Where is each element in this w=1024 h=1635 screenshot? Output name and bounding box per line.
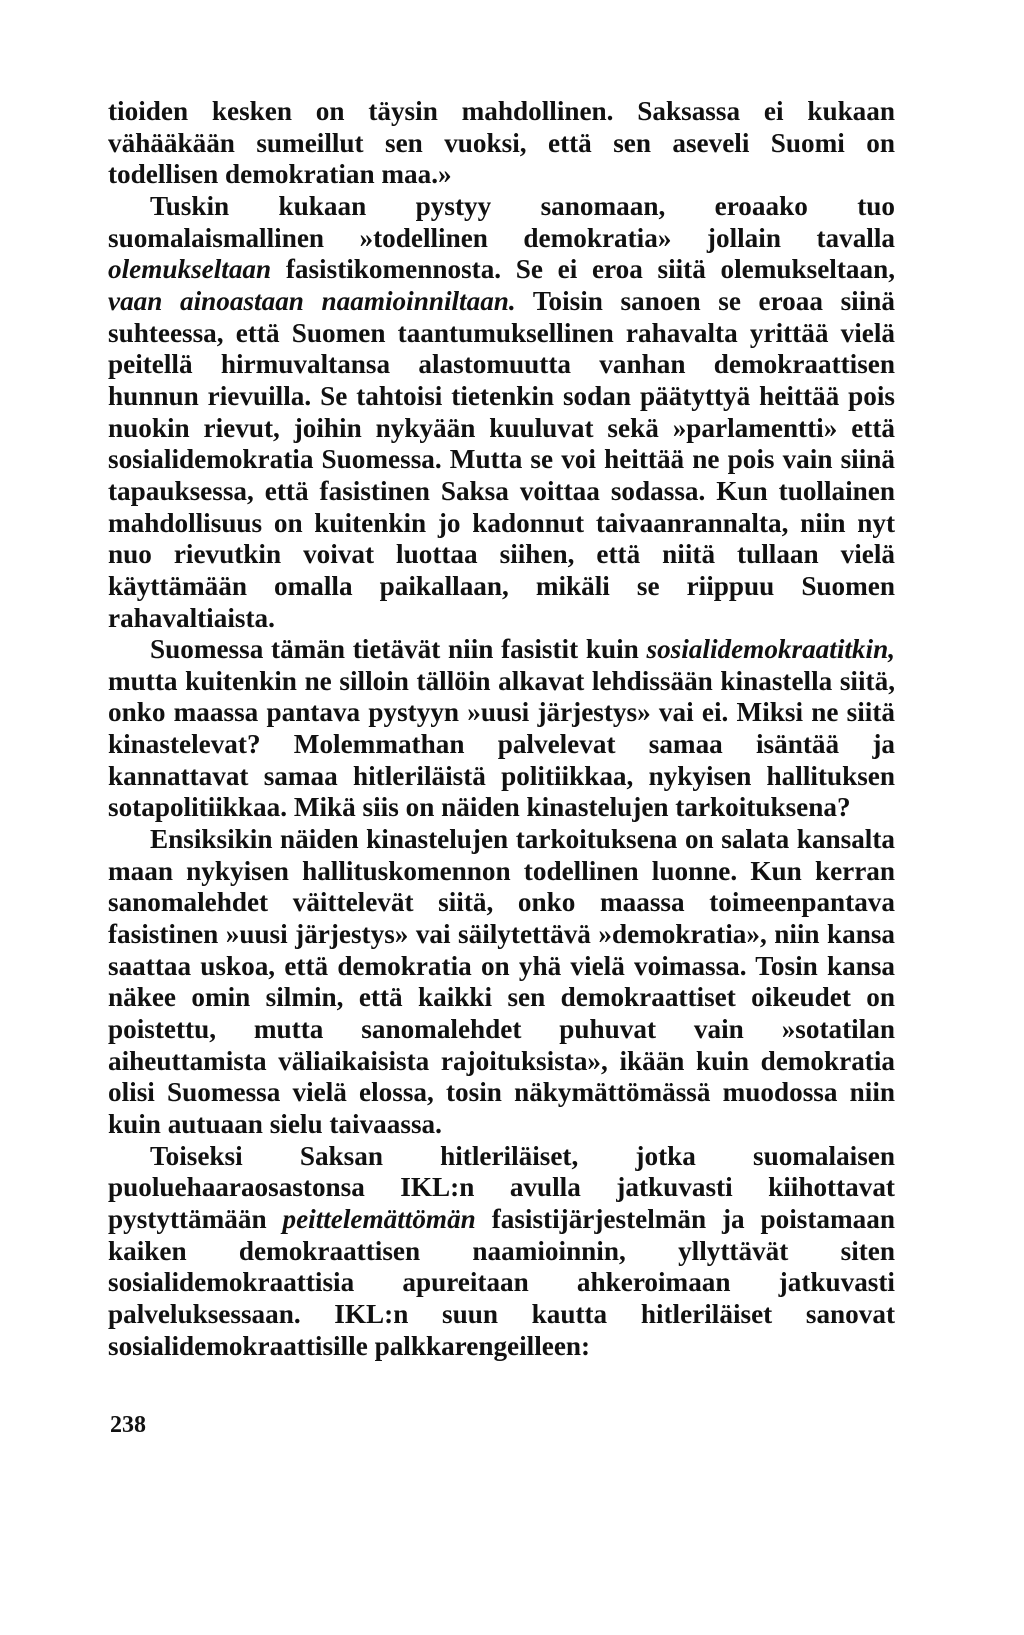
- text-run: Suomessa tämän tietävät niin fasistit kuin: [150, 634, 647, 665]
- text-run: Toisin sanoen se eroaa siinä suhteessa, että Suomen taantumuksellinen rahavalta yrittää vielä peitellä hirmuvaltansa alastomuutta vanhan demokraattisen hunnun rievuilla. Se tahtoisi tietenkin sodan päätyttyä heittää pois nuokin rievut, joihin nykyään kuuluvat sekä »parlamentti» että sosialidemokratia Suomessa. Mutta se voi heittää ne pois vain siinä tapauksessa, että fasistinen Saksa voittaa sodassa. Kun tuollainen mahdollisuus on kuitenkin jo kadonnut taivaanrannalta, niin nyt nuo rievutkin voivat luottaa siihen, että niitä tullaan vielä käyttämään omalla paikallaan, mikäli se riippuu Suomen rahavaltiaista.: [108, 285, 895, 633]
- text-run: Toiseksi Saksan hitleriläiset, jotka suomalaisen puoluehaaraosastonsa IKL:n avulla jatkuvasti kiihottavat pystyttämään: [108, 1140, 895, 1234]
- page-text-body: [108, 96, 895, 1362]
- text-run: Tuskin kukaan pystyy sanomaan, eroaako tuo suomalaismallinen »todellinen demokratia» jollain tavalla: [108, 190, 895, 253]
- italic-text-run: sosialidemokraatitkin,: [646, 634, 895, 665]
- paragraph-1: [108, 96, 895, 191]
- paragraph-2: [108, 191, 895, 634]
- text-run: mutta kuitenkin ne silloin tällöin alkavat lehdissään kinastella siitä, onko maassa pantava pystyyn »uusi järjestys» vai ei. Miksi ne siitä kinastelevat? Molemmathan palvelevat samaa isäntää ja kannattavat samaa hitleriläistä politiikkaa, nykyisen hallituksen sotapolitiikkaa. Mikä siis on näiden kinastelujen tarkoituksena?: [108, 665, 895, 823]
- text-run: Ensiksikin näiden kinastelujen tarkoituksena on salata kansalta maan nykyisen hallituskomennon todellinen luonne. Kun kerran sanomalehdet väittelevät siitä, onko maassa toimeenpantava fasistinen »uusi järjestys» vai säilytettävä »demokratia», niin kansa saattaa uskoa, että demokratia on yhä vielä voimassa. Tosin kansa näkee omin silmin, että kaikki sen demokraattiset oikeudet on poistettu, mutta sanomalehdet puhuvat vain »sotatilan aiheuttamista väliaikaisista rajoituksista», ikään kuin demokratia olisi Suomessa vielä elossa, tosin näkymättömässä muodossa niin kuin autuaan sielu taivaassa.: [108, 824, 895, 1139]
- italic-text-run: peittelemättömän: [282, 1203, 476, 1234]
- italic-text-run: vaan ainoastaan naamioinniltaan.: [108, 285, 516, 316]
- paragraph-5: [108, 1141, 895, 1363]
- text-run: tioiden kesken on täysin mahdollinen. Saksassa ei kukaan vähääkään sumeillut sen vuoksi, että sen aseveli Suomi on todellisen demokratian maa.»: [108, 96, 895, 190]
- paragraph-4: [108, 824, 895, 1141]
- text-run: fasistijärjestelmän ja poistamaan kaiken demokraattisen naamioinnin, yllyttävät siten sosialidemokraattisia apureitaan ahkeroimaan jatkuvasti palveluksessaan. IKL:n suun kautta hitleriläiset sanovat sosialidemokraattisille palkkarengeilleen:: [108, 1203, 895, 1361]
- paragraph-3: [108, 634, 895, 824]
- page-number: 238: [110, 1412, 146, 1438]
- text-run: fasistikomennosta. Se ei eroa siitä olemukseltaan,: [271, 254, 895, 285]
- italic-text-run: olemukseltaan: [108, 254, 272, 285]
